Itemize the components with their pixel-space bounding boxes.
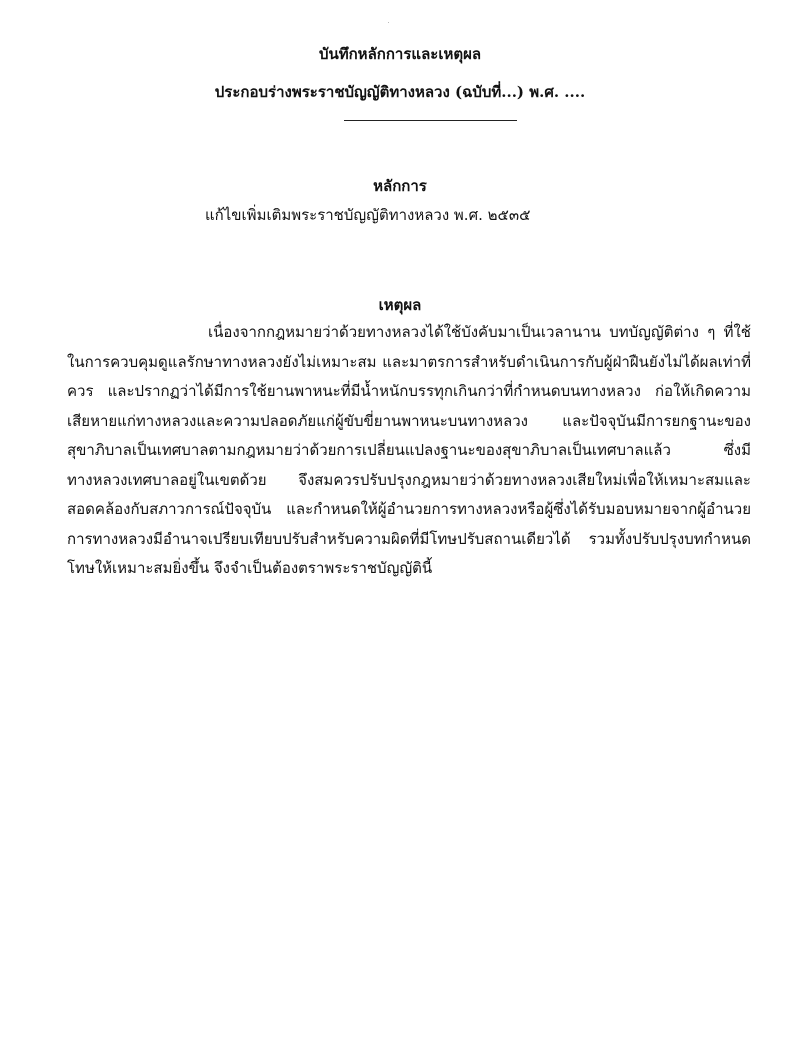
reason-paragraph: เนื่องจากกฎหมายว่าด้วยทางหลวงได้ใช้บังคับมาเป็นเวลานาน บทบัญญัติต่าง ๆ ที่ใช้ในการควบคุมดูแลรักษาทางหลวงยังไม่เหมาะสม และมาตรการสำหรับดำเนินการกับผู้ฝ่าฝืนยังไม่ได้ผลเท่าที่ควร และปรากฏว่าได้มีการใช้ยานพาหนะที่มีน้ำหนักบรรทุกเกินกว่าที่กำหนดบนทางหลวง ก่อให้เกิดความเสียหายแก่ทางหลวงและความปลอดภัยแก่ผู้ขับขี่ยานพาหนะบนทางหลวง และปัจจุบันมีการยกฐานะของสุขาภิบาลเป็นเทศบาลตามกฎหมายว่าด้วยการเปลี่ยนแปลงฐานะของสุขาภิบาลเป็นเทศบาลแล้ว ซึ่งมีทางหลวงเทศบาลอยู่ในเขตด้วย จึงสมควรปรับปรุงกฎหมายว่าด้วยทางหลวงเสียใหม่เพื่อให้เหมาะสมและสอดคล้องกับสภาวการณ์ปัจจุบัน และกำหนดให้ผู้อำนวยการทางหลวงหรือผู้ซึ่งได้รับมอบหมายจากผู้อำนวยการทางหลวงมีอำนาจเปรียบเทียบปรับสำหรับความผิดที่มีโทษปรับสถานเดียวได้ รวมทั้งปรับปรุงบทกำหนดโทษให้เหมาะสมยิ่งขึ้น จึงจำเป็นต้องตราพระราชบัญญัตินี้ [67,323,751,577]
memo-title: บันทึกหลักการและเหตุผล [318,45,482,63]
reason-heading: เหตุผล [378,296,422,314]
memo-subtitle: ประกอบร่างพระราชบัญญัติทางหลวง (ฉบับที่...) พ.ศ. .... [214,83,586,101]
principle-text: แก้ไขเพิ่มเติมพระราชบัญญัติทางหลวง พ.ศ. ๒๕๓๕ [205,206,531,224]
principle-heading: หลักการ [373,177,427,195]
title-divider [344,120,517,121]
scan-speck [388,22,389,23]
